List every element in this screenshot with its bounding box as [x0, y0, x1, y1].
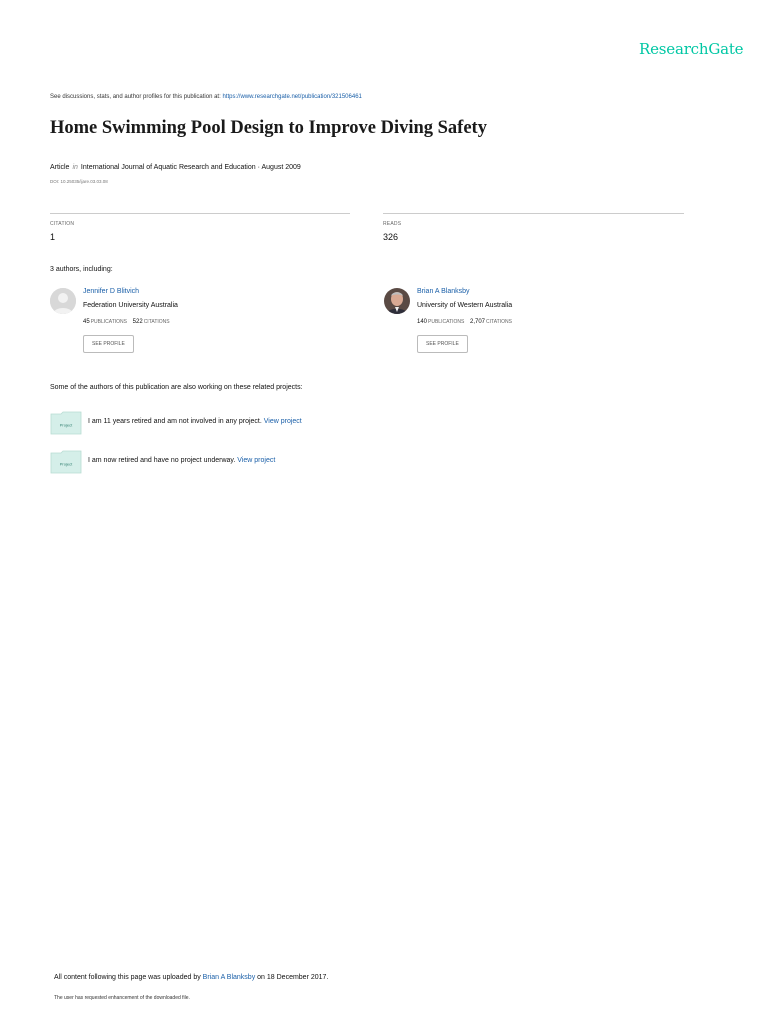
uploaded-prefix: All content following this page was uploaded by: [54, 974, 201, 981]
author-name-link[interactable]: Jennifer D Blitvich: [83, 288, 140, 295]
view-project-link[interactable]: View project: [263, 418, 302, 425]
uploaded-suffix: on 18 December 2017.: [257, 974, 329, 981]
citation-divider: [50, 213, 350, 214]
publication-url-link[interactable]: https://www.researchgate.net/publication/321506461: [222, 94, 362, 100]
reads-label: READS: [383, 221, 402, 227]
author-photo-icon: [384, 288, 410, 314]
project-folder-icon: [50, 450, 82, 474]
publication-doi: DOI: 10.25035/ijare.03.03.08: [50, 179, 108, 184]
citations-count: 522: [132, 319, 143, 325]
in-label: in: [72, 164, 78, 171]
citations-label: CITATIONS: [486, 319, 512, 325]
discussion-text: See discussions, stats, and author profiles for this publication at:: [50, 94, 221, 100]
uploader-link[interactable]: Brian A Blanksby: [202, 974, 256, 981]
publication-date: · August 2009: [257, 164, 301, 171]
publication-type: Article: [50, 164, 70, 171]
author-card: [384, 288, 684, 354]
reads-count: 326: [383, 232, 399, 242]
enhancement-note: The user has requested enhancement of the downloaded file.: [54, 995, 190, 1001]
related-projects-heading: Some of the authors of this publication are also working on these related projects:: [50, 384, 303, 391]
authors-heading: 3 authors, including:: [50, 266, 113, 273]
citation-label: CITATION: [50, 221, 75, 227]
project-item: [50, 450, 450, 476]
publication-title: Home Swimming Pool Design to Improve Diving Safety: [50, 118, 487, 138]
project-description: [88, 418, 302, 425]
publications-count: 140: [417, 319, 428, 325]
author-stats: [83, 319, 174, 325]
project-folder-icon: [50, 411, 82, 435]
publications-count: 45: [83, 319, 90, 325]
journal-name: International Journal of Aquatic Research and Education: [80, 164, 256, 171]
project-description: [88, 457, 275, 464]
view-project-link[interactable]: View project: [237, 457, 276, 464]
project-text: I am now retired and have no project underway.: [88, 457, 236, 464]
researchgate-logo[interactable]: ResearchGate: [639, 40, 744, 58]
citations-label: CITATIONS: [143, 319, 170, 325]
see-profile-button[interactable]: SEE PROFILE: [83, 335, 134, 353]
citations-count: 2,707: [470, 319, 486, 325]
publication-meta: [50, 164, 301, 171]
project-badge-label: Project: [59, 422, 73, 428]
author-card: [50, 288, 350, 354]
author-stats: [417, 319, 516, 325]
see-profile-button[interactable]: SEE PROFILE: [417, 335, 468, 353]
reads-divider: [383, 213, 684, 214]
user-placeholder-icon: [50, 288, 76, 314]
avatar[interactable]: [384, 288, 410, 314]
avatar[interactable]: [50, 288, 76, 314]
project-badge-label: Project: [59, 461, 73, 467]
uploaded-by-line: [54, 974, 328, 981]
publications-label: PUBLICATIONS: [428, 319, 465, 325]
discussion-line: [50, 94, 362, 100]
project-text: I am 11 years retired and am not involved in any project.: [88, 418, 262, 425]
author-institution: University of Western Australia: [417, 302, 513, 309]
author-name-link[interactable]: Brian A Blanksby: [417, 288, 470, 295]
author-institution: Federation University Australia: [83, 302, 178, 309]
project-item: [50, 411, 450, 437]
publications-label: PUBLICATIONS: [90, 319, 127, 325]
citation-count: 1: [50, 232, 56, 242]
